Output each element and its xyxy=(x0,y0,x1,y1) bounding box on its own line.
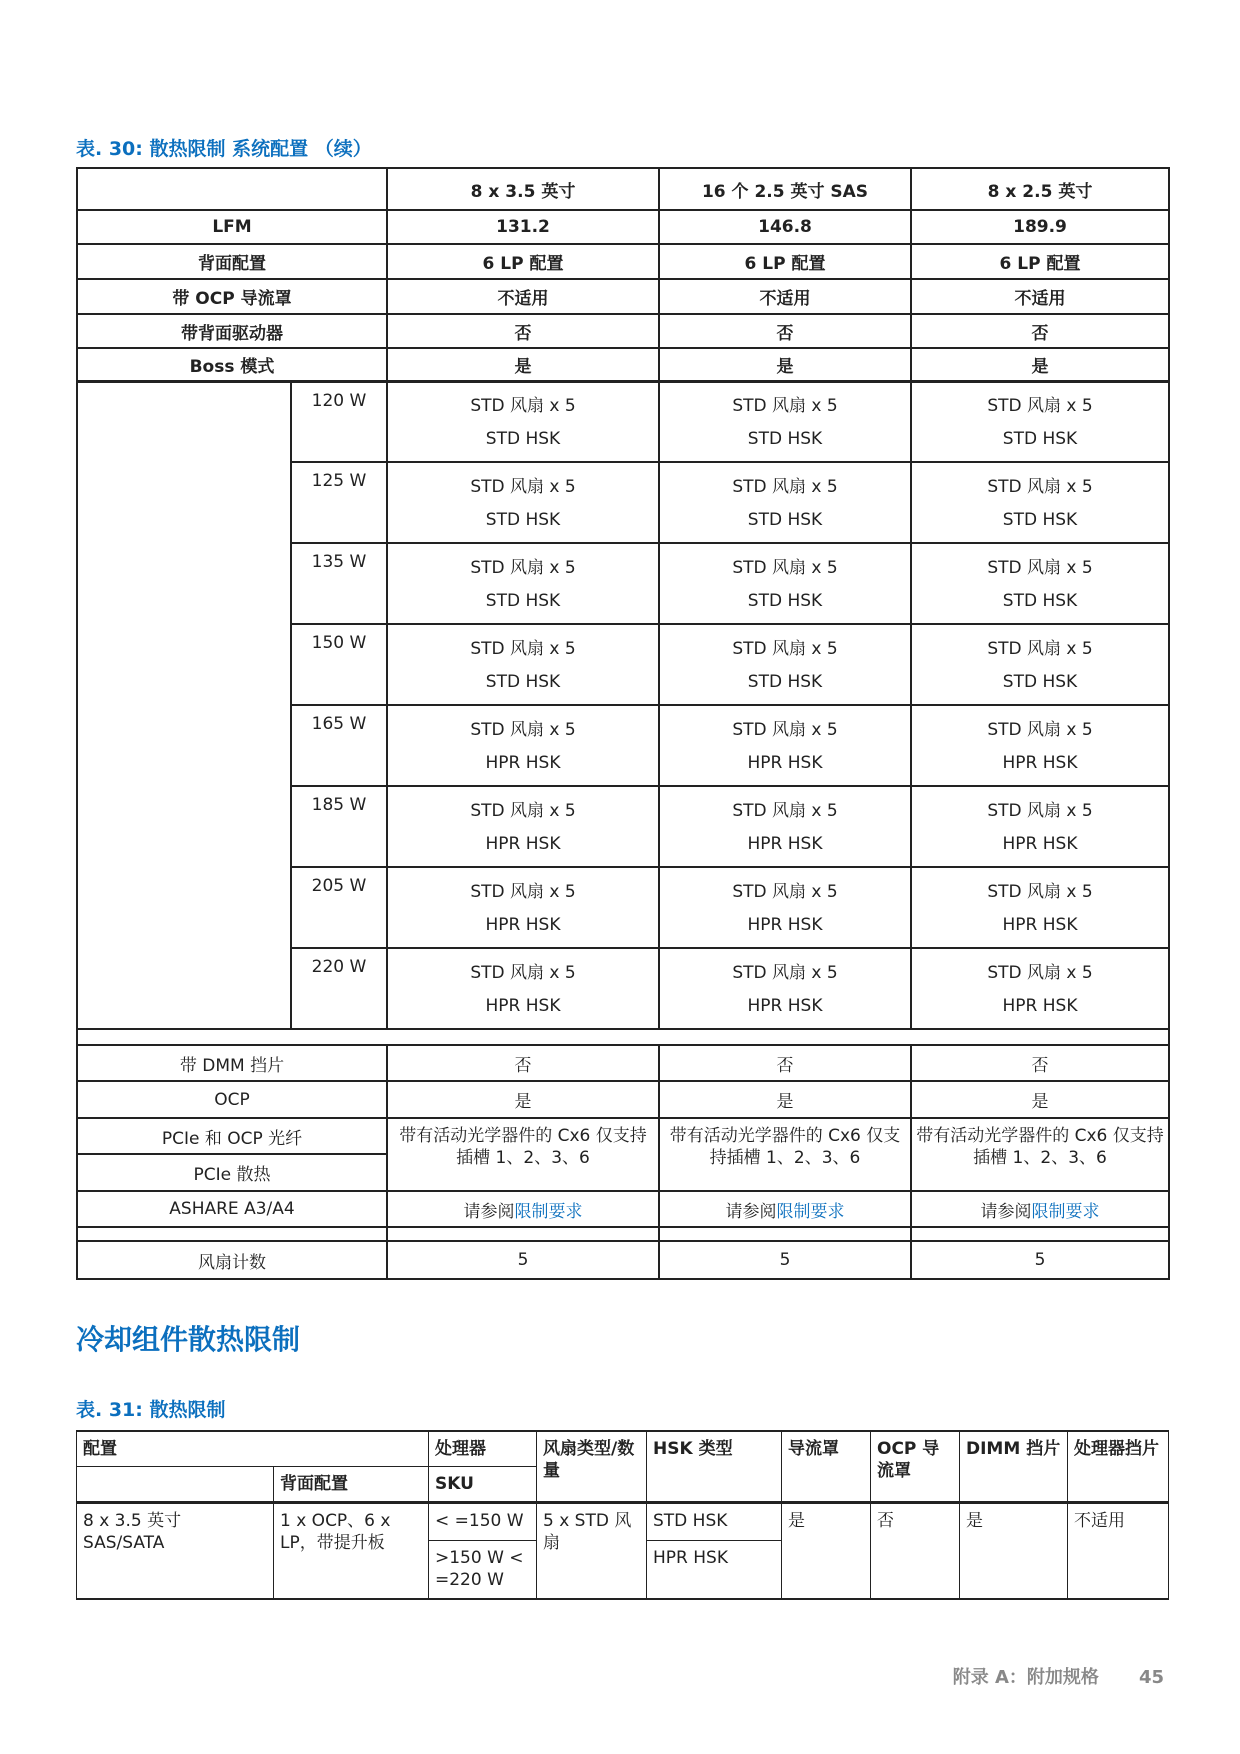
hsk-config: STD HSK xyxy=(747,590,823,611)
fan-config: STD 风扇 x 5 xyxy=(987,881,1093,902)
fan-config: STD 风扇 x 5 xyxy=(470,476,576,497)
fan-config: STD 风扇 x 5 xyxy=(732,638,838,659)
ashare-cell xyxy=(659,1191,911,1227)
fan-config: STD 风扇 x 5 xyxy=(470,395,576,416)
cpu-wattage: 150 W xyxy=(291,624,387,705)
spacer-cell xyxy=(387,1227,659,1241)
cell: 5 xyxy=(659,1241,911,1279)
hsk-config: HPR HSK xyxy=(485,752,561,773)
cooling-config-cell xyxy=(659,948,911,1029)
cooling-config-cell xyxy=(387,543,659,624)
cooling-config-cell xyxy=(387,948,659,1029)
cell: 带有活动光学器件的 Cx6 仅支持插槽 1、2、3、6 xyxy=(387,1118,659,1191)
cell: 是 xyxy=(387,348,659,381)
cooling-config-cell xyxy=(911,705,1169,786)
fan-config: STD 风扇 x 5 xyxy=(470,557,576,578)
cooling-config-cell xyxy=(387,867,659,948)
cooling-config-cell xyxy=(659,381,911,462)
hsk-config: HPR HSK xyxy=(485,833,561,854)
cell: 是 xyxy=(387,1081,659,1118)
hsk-config: HPR HSK xyxy=(485,995,561,1016)
fan-config: STD 风扇 x 5 xyxy=(987,395,1093,416)
cell: 是 xyxy=(659,1081,911,1118)
fan-config: STD 风扇 x 5 xyxy=(470,638,576,659)
cell: 否 xyxy=(387,314,659,348)
cell: 不适用 xyxy=(911,279,1169,314)
cell: 6 LP 配置 xyxy=(911,244,1169,279)
fan-config: STD 风扇 x 5 xyxy=(987,557,1093,578)
hsk-config: HPR HSK xyxy=(1002,833,1078,854)
cell: 6 LP 配置 xyxy=(659,244,911,279)
cooling-config-cell xyxy=(387,381,659,462)
fan-config: STD 风扇 x 5 xyxy=(987,719,1093,740)
cooling-config-cell xyxy=(911,462,1169,543)
restriction-link[interactable]: 限制要求 xyxy=(514,1201,583,1222)
cooling-config-cell xyxy=(387,624,659,705)
column-header: 8 x 2.5 英寸 xyxy=(911,168,1169,210)
row-label: 带 DMM 挡片 xyxy=(77,1045,387,1081)
sku-cell: < =150 W xyxy=(429,1503,537,1541)
fan-config: STD 风扇 x 5 xyxy=(732,881,838,902)
sku-cell: >150 W < =220 W xyxy=(429,1541,537,1599)
cooling-config-cell xyxy=(387,705,659,786)
hsk-config: STD HSK xyxy=(1002,590,1078,611)
header-cpu-blank: 处理器挡片 xyxy=(1068,1431,1169,1503)
hsk-config: STD HSK xyxy=(747,509,823,530)
page-number: 45 xyxy=(1138,1667,1164,1688)
cooling-config-cell xyxy=(659,867,911,948)
row-label: OCP xyxy=(77,1081,387,1118)
row-label: PCIe 散热 xyxy=(77,1154,387,1191)
config-cell: 8 x 3.5 英寸 SAS/SATA xyxy=(77,1503,274,1599)
hsk-config: STD HSK xyxy=(747,428,823,449)
cpu-wattage: 205 W xyxy=(291,867,387,948)
row-label: 风扇计数 xyxy=(77,1241,387,1279)
header-dimm-blank: DIMM 挡片 xyxy=(960,1431,1068,1503)
fan-config: STD 风扇 x 5 xyxy=(987,800,1093,821)
cpu-wattage: 135 W xyxy=(291,543,387,624)
header-cpu: 处理器 xyxy=(429,1431,537,1467)
cell: 131.2 xyxy=(387,210,659,244)
ashare-prefix: 请参阅 xyxy=(980,1201,1032,1222)
spacer-row xyxy=(77,1029,1169,1045)
fan-config: STD 风扇 x 5 xyxy=(732,800,838,821)
hsk-config: HPR HSK xyxy=(1002,914,1078,935)
fan-config: STD 风扇 x 5 xyxy=(987,962,1093,983)
thermal-restriction-table-30 xyxy=(76,167,1170,1280)
cpu-wattage: 125 W xyxy=(291,462,387,543)
hsk-config: HPR HSK xyxy=(747,995,823,1016)
fan-config: STD 风扇 x 5 xyxy=(470,962,576,983)
hsk-config: HPR HSK xyxy=(747,833,823,854)
spacer-cell xyxy=(911,1227,1169,1241)
fan-config: STD 风扇 x 5 xyxy=(732,719,838,740)
cell: 否 xyxy=(911,1045,1169,1081)
fan-config: STD 风扇 x 5 xyxy=(470,881,576,902)
cell: 6 LP 配置 xyxy=(387,244,659,279)
ashare-cell xyxy=(911,1191,1169,1227)
row-label: ASHARE A3/A4 xyxy=(77,1191,387,1227)
cooling-config-cell xyxy=(659,624,911,705)
dimm-blank-cell: 是 xyxy=(960,1503,1068,1599)
row-label: 背面配置 xyxy=(77,244,387,279)
spacer-cell xyxy=(659,1227,911,1241)
cell: 否 xyxy=(911,314,1169,348)
header-shroud: 导流罩 xyxy=(782,1431,871,1503)
cell: 189.9 xyxy=(911,210,1169,244)
fan-config: STD 风扇 x 5 xyxy=(732,962,838,983)
hsk-cell: STD HSK xyxy=(647,1503,782,1541)
restriction-link[interactable]: 限制要求 xyxy=(1031,1201,1100,1222)
cpu-wattage: 185 W xyxy=(291,786,387,867)
fan-config: STD 风扇 x 5 xyxy=(732,476,838,497)
fan-config: STD 风扇 x 5 xyxy=(470,800,576,821)
fan-cell: 5 x STD 风扇 xyxy=(537,1503,647,1599)
hsk-config: HPR HSK xyxy=(1002,752,1078,773)
row-label: PCIe 和 OCP 光纤 xyxy=(77,1118,387,1154)
cell: 5 xyxy=(911,1241,1169,1279)
hsk-config: STD HSK xyxy=(485,671,561,692)
header-sku: SKU xyxy=(429,1467,537,1503)
header-config: 配置 xyxy=(77,1431,429,1467)
cpu-blank-cell: 不适用 xyxy=(1068,1503,1169,1599)
row-label: LFM xyxy=(77,210,387,244)
cell: 不适用 xyxy=(659,279,911,314)
rear-config-cell: 1 x OCP、6 x LP，带提升板 xyxy=(274,1503,429,1599)
table-30-caption: 表. 30: 散热限制 系统配置 （续） xyxy=(76,138,372,160)
hsk-config: STD HSK xyxy=(485,590,561,611)
cooling-config-cell xyxy=(911,948,1169,1029)
hsk-config: STD HSK xyxy=(1002,671,1078,692)
cooling-config-cell xyxy=(387,786,659,867)
ashare-prefix: 请参阅 xyxy=(725,1201,777,1222)
table-31-caption: 表. 31: 散热限制 xyxy=(76,1399,226,1421)
hsk-config: STD HSK xyxy=(1002,428,1078,449)
hsk-config: HPR HSK xyxy=(747,752,823,773)
fan-config: STD 风扇 x 5 xyxy=(987,476,1093,497)
cooling-config-cell xyxy=(659,462,911,543)
cpu-wattage: 120 W xyxy=(291,381,387,462)
page-footer xyxy=(953,1663,1164,1689)
cpu-wattage: 165 W xyxy=(291,705,387,786)
spacer-cell xyxy=(77,1227,387,1241)
header-rear-config: 背面配置 xyxy=(274,1467,429,1503)
hsk-config: HPR HSK xyxy=(1002,995,1078,1016)
column-header: 8 x 3.5 英寸 xyxy=(387,168,659,210)
cooling-config-cell xyxy=(911,624,1169,705)
header-blank xyxy=(77,1467,274,1503)
fan-config: STD 风扇 x 5 xyxy=(470,719,576,740)
row-label: 带背面驱动器 xyxy=(77,314,387,348)
cooling-config-cell xyxy=(911,543,1169,624)
header-hsk-type: HSK 类型 xyxy=(647,1431,782,1503)
hsk-config: HPR HSK xyxy=(747,914,823,935)
cell: 不适用 xyxy=(387,279,659,314)
ocp-shroud-cell: 否 xyxy=(871,1503,960,1599)
cpu-group-blank xyxy=(77,381,291,1029)
restriction-link[interactable]: 限制要求 xyxy=(776,1201,845,1222)
footer-text: 附录 A：附加规格 xyxy=(952,1667,1099,1688)
cell: 带有活动光学器件的 Cx6 仅支持插槽 1、2、3、6 xyxy=(659,1118,911,1191)
cell: 5 xyxy=(387,1241,659,1279)
cell: 否 xyxy=(387,1045,659,1081)
cell: 带有活动光学器件的 Cx6 仅支持插槽 1、2、3、6 xyxy=(911,1118,1169,1191)
hsk-config: STD HSK xyxy=(485,509,561,530)
hsk-cell: HPR HSK xyxy=(647,1541,782,1599)
cell: 是 xyxy=(911,348,1169,381)
cell: 是 xyxy=(911,1081,1169,1118)
fan-config: STD 风扇 x 5 xyxy=(732,395,838,416)
ashare-cell xyxy=(387,1191,659,1227)
section-title: 冷却组件散热限制 xyxy=(76,1323,301,1356)
header-fan-type: 风扇类型/数量 xyxy=(537,1431,647,1503)
cooling-config-cell xyxy=(911,786,1169,867)
cpu-wattage: 220 W xyxy=(291,948,387,1029)
row-label: 带 OCP 导流罩 xyxy=(77,279,387,314)
cooling-config-cell xyxy=(659,786,911,867)
cooling-config-cell xyxy=(911,867,1169,948)
cell: 否 xyxy=(659,1045,911,1081)
header-blank xyxy=(77,168,387,210)
column-header: 16 个 2.5 英寸 SAS xyxy=(659,168,911,210)
row-label: Boss 模式 xyxy=(77,348,387,381)
cell: 146.8 xyxy=(659,210,911,244)
hsk-config: STD HSK xyxy=(747,671,823,692)
hsk-config: STD HSK xyxy=(485,428,561,449)
cell: 否 xyxy=(659,314,911,348)
cooling-config-cell xyxy=(387,462,659,543)
thermal-restriction-table-31 xyxy=(76,1430,1169,1600)
header-ocp-shroud: OCP 导流罩 xyxy=(871,1431,960,1503)
fan-config: STD 风扇 x 5 xyxy=(987,638,1093,659)
hsk-config: HPR HSK xyxy=(485,914,561,935)
shroud-cell: 是 xyxy=(782,1503,871,1599)
cooling-config-cell xyxy=(659,543,911,624)
cell: 是 xyxy=(659,348,911,381)
ashare-prefix: 请参阅 xyxy=(463,1201,515,1222)
cooling-config-cell xyxy=(659,705,911,786)
fan-config: STD 风扇 x 5 xyxy=(732,557,838,578)
hsk-config: STD HSK xyxy=(1002,509,1078,530)
cooling-config-cell xyxy=(911,381,1169,462)
